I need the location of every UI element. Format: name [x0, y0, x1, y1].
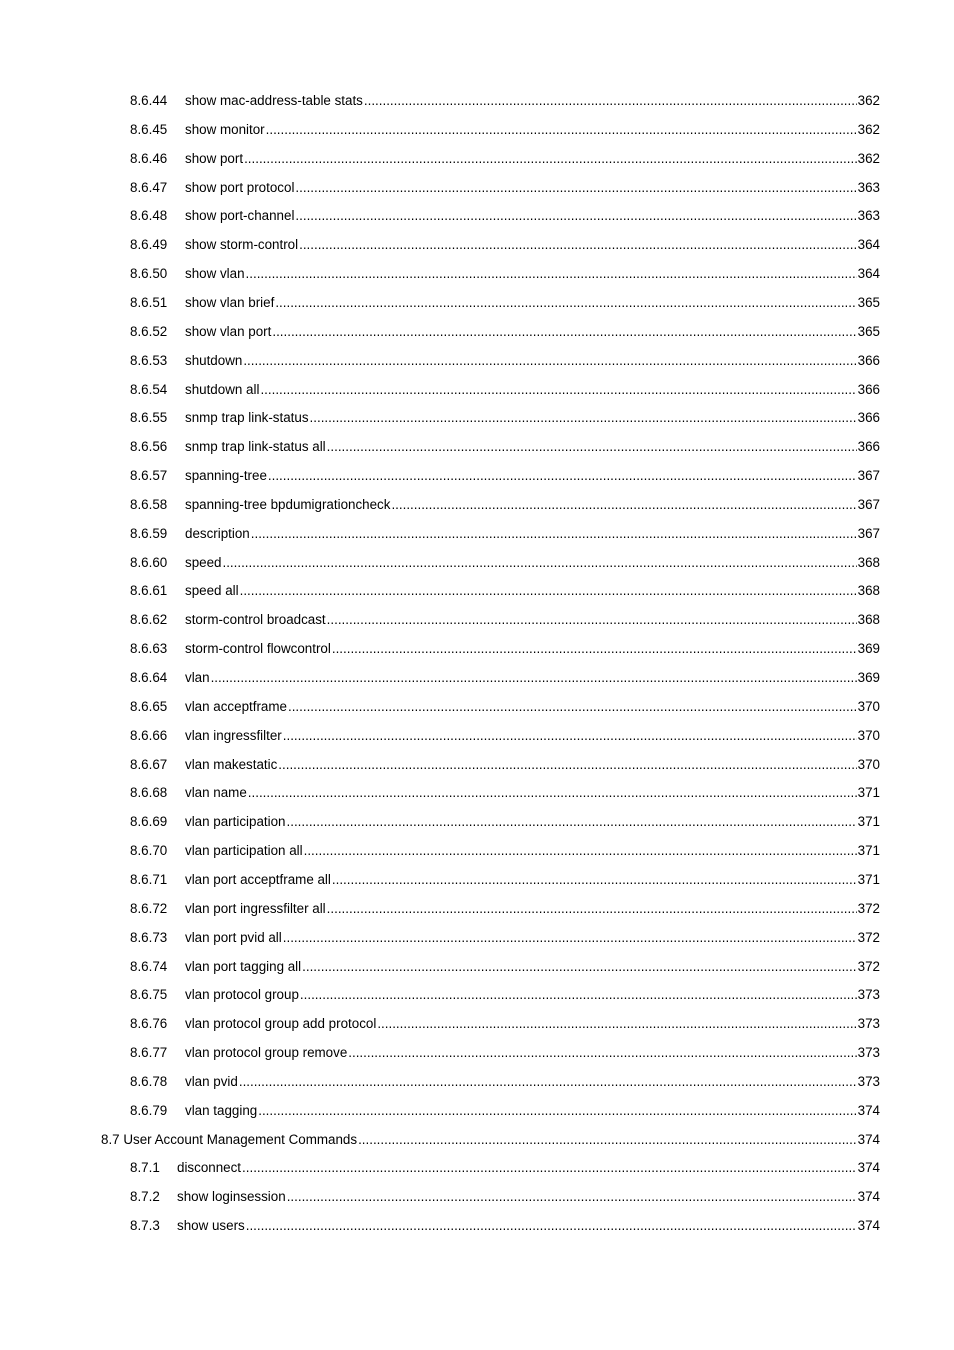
toc-dot-leader	[287, 1187, 857, 1207]
toc-entry-link[interactable]	[185, 928, 880, 948]
toc-entry-link[interactable]	[185, 553, 880, 573]
toc-entry[interactable]	[0, 149, 954, 169]
toc-page-number: 372	[857, 901, 880, 916]
toc-entry[interactable]	[0, 264, 954, 284]
toc-page-number: 372	[857, 959, 880, 974]
toc-entry-number: 8.6.62	[130, 612, 168, 627]
toc-entry-link[interactable]	[101, 1130, 880, 1150]
toc-entry[interactable]	[0, 755, 954, 775]
toc-entry-title: spanning-tree	[185, 468, 267, 483]
toc-entry[interactable]	[0, 610, 954, 630]
toc-entry-title: storm-control broadcast	[185, 612, 326, 627]
toc-page-number: 366	[857, 353, 880, 368]
toc-entry[interactable]	[0, 235, 954, 255]
toc-page-number: 367	[857, 497, 880, 512]
toc-entry[interactable]	[0, 726, 954, 746]
toc-entry[interactable]	[0, 322, 954, 342]
toc-entry-title: show port protocol	[185, 180, 295, 195]
toc-page-number: 374	[857, 1218, 880, 1233]
toc-entry-title: vlan	[185, 670, 210, 685]
toc-dot-leader	[268, 466, 857, 486]
toc-entry[interactable]	[0, 1014, 954, 1034]
toc-page-number: 372	[857, 930, 880, 945]
toc-page-number: 365	[857, 324, 880, 339]
toc-entry-title: vlan port acceptframe all	[185, 872, 331, 887]
toc-page-number: 371	[857, 843, 880, 858]
toc-entry[interactable]	[0, 581, 954, 601]
toc-entry-title: show users	[177, 1218, 245, 1233]
toc-entry-link[interactable]	[185, 322, 880, 342]
toc-entry-title: shutdown	[185, 353, 243, 368]
toc-entry-link[interactable]	[185, 149, 880, 169]
toc-dot-leader	[332, 870, 857, 890]
toc-dot-leader	[300, 985, 857, 1005]
toc-entry-title: vlan participation	[185, 814, 286, 829]
toc-page-number: 374	[857, 1132, 880, 1147]
toc-entry-number: 8.6.51	[130, 295, 168, 310]
toc-entry[interactable]	[0, 91, 954, 111]
toc-entry-number: 8.6.71	[130, 872, 168, 887]
toc-entry-number: 8.6.65	[130, 699, 168, 714]
toc-dot-leader	[251, 524, 857, 544]
toc-entry-link[interactable]	[185, 91, 880, 111]
toc-entry-link[interactable]	[185, 957, 880, 977]
toc-page-number: 367	[857, 468, 880, 483]
toc-entry-number: 8.6.47	[130, 180, 168, 195]
toc-entry-link[interactable]	[185, 697, 880, 717]
toc-entry-number: 8.6.48	[130, 208, 168, 223]
toc-entry-number: 8.6.45	[130, 122, 168, 137]
toc-page-number: 363	[857, 180, 880, 195]
toc-entry[interactable]	[0, 812, 954, 832]
toc-entry-title: vlan makestatic	[185, 757, 278, 772]
toc-dot-leader	[332, 639, 857, 659]
toc-entry[interactable]	[0, 178, 954, 198]
toc-page-number: 374	[857, 1160, 880, 1175]
toc-dot-leader	[299, 235, 857, 255]
toc-entry-title: speed	[185, 555, 222, 570]
toc-entry[interactable]	[0, 495, 954, 515]
toc-entry-link[interactable]	[177, 1187, 880, 1207]
toc-page-number: 366	[857, 382, 880, 397]
toc-entry-title: vlan pvid	[185, 1074, 238, 1089]
toc-entry-number: 8.6.53	[130, 353, 168, 368]
toc-entry-number: 8.6.67	[130, 757, 168, 772]
toc-entry-link[interactable]	[185, 985, 880, 1005]
toc-entry-title: show storm-control	[185, 237, 299, 252]
toc-entry[interactable]	[0, 668, 954, 688]
toc-page-number: 373	[857, 1045, 880, 1060]
toc-entry-title: shutdown all	[185, 382, 260, 397]
toc-entry-link[interactable]	[185, 264, 880, 284]
toc-page-number: 374	[857, 1189, 880, 1204]
toc-entry-title: show port	[185, 151, 244, 166]
toc-entry-title: snmp trap link-status	[185, 410, 309, 425]
toc-entry-link[interactable]	[185, 1101, 880, 1121]
toc-dot-leader	[242, 1158, 857, 1178]
toc-dot-leader	[211, 668, 857, 688]
toc-entry-link[interactable]	[185, 1014, 880, 1034]
toc-entry[interactable]	[0, 524, 954, 544]
toc-entry-title: vlan participation all	[185, 843, 303, 858]
toc-entry[interactable]	[0, 1101, 954, 1121]
toc-entry[interactable]	[0, 206, 954, 226]
toc-dot-leader	[304, 841, 857, 861]
toc-page-number: 366	[857, 439, 880, 454]
toc-entry-number: 8.6.54	[130, 382, 168, 397]
toc-dot-leader	[287, 812, 857, 832]
toc-entry-title: vlan name	[185, 785, 247, 800]
toc-entry-title: show monitor	[185, 122, 265, 137]
toc-entry[interactable]	[0, 1187, 954, 1207]
toc-entry-link[interactable]	[185, 437, 880, 457]
toc-entry-link[interactable]	[185, 293, 880, 313]
toc-entry-title: snmp trap link-status all	[185, 439, 326, 454]
toc-dot-leader	[248, 783, 857, 803]
toc-entry-title: show vlan port	[185, 324, 272, 339]
toc-dot-leader	[244, 149, 857, 169]
toc-entry[interactable]	[0, 639, 954, 659]
toc-entry-title: vlan acceptframe	[185, 699, 287, 714]
toc-entry-link[interactable]	[185, 841, 880, 861]
toc-entry-link[interactable]	[185, 495, 880, 515]
toc-entry-title: User Account Management Commands	[123, 1132, 358, 1147]
toc-entry-title: vlan tagging	[185, 1103, 258, 1118]
toc-entry-link[interactable]	[185, 812, 880, 832]
toc-entry-number: 8.6.66	[130, 728, 168, 743]
toc-entry-number: 8.6.73	[130, 930, 168, 945]
toc-entry-title: vlan protocol group add protocol	[185, 1016, 377, 1031]
toc-entry-title: show port-channel	[185, 208, 295, 223]
toc-entry-title: show loginsession	[177, 1189, 286, 1204]
toc-entry-number: 8.7.1	[130, 1160, 160, 1175]
toc-entry-title: show mac-address-table stats	[185, 93, 363, 108]
toc-dot-leader	[327, 437, 857, 457]
toc-entry-number: 8.6.79	[130, 1103, 168, 1118]
toc-entry-link[interactable]	[185, 206, 880, 226]
toc-entry-number: 8.6.77	[130, 1045, 168, 1060]
toc-page-number: 368	[857, 583, 880, 598]
toc-entry-link[interactable]	[185, 581, 880, 601]
toc-entry-number: 8.6.75	[130, 987, 168, 1002]
toc-section-number: 8.7	[101, 1132, 120, 1147]
toc-entry-title: show vlan	[185, 266, 245, 281]
toc-entry[interactable]	[0, 957, 954, 977]
toc-entry-title: disconnect	[177, 1160, 242, 1175]
toc-page-number: 373	[857, 1074, 880, 1089]
toc-dot-leader	[258, 1101, 856, 1121]
toc-entry[interactable]	[0, 697, 954, 717]
toc-entry-link[interactable]	[177, 1158, 880, 1178]
toc-entry-number: 8.6.55	[130, 410, 168, 425]
toc-page-number: 362	[857, 151, 880, 166]
toc-dot-leader	[327, 899, 857, 919]
toc-entry-link[interactable]	[185, 639, 880, 659]
toc-page-number: 370	[857, 757, 880, 772]
toc-entry-title: vlan ingressfilter	[185, 728, 282, 743]
toc-entry-number: 8.6.56	[130, 439, 168, 454]
toc-dot-leader	[222, 553, 856, 573]
toc-entry[interactable]	[0, 870, 954, 890]
toc-dot-leader	[272, 322, 856, 342]
toc-entry[interactable]	[0, 928, 954, 948]
toc-dot-leader	[348, 1043, 856, 1063]
toc-dot-leader	[240, 581, 857, 601]
toc-entry-number: 8.6.78	[130, 1074, 168, 1089]
toc-entry-number: 8.6.63	[130, 641, 168, 656]
toc-entry[interactable]	[0, 437, 954, 457]
toc-entry-link[interactable]	[185, 783, 880, 803]
toc-entry[interactable]	[0, 293, 954, 313]
toc-entry-link[interactable]	[185, 755, 880, 775]
toc-entry-number: 8.7.2	[130, 1189, 160, 1204]
toc-entry-link[interactable]	[185, 1072, 880, 1092]
toc-page-number: 367	[857, 526, 880, 541]
toc-page-number: 366	[857, 410, 880, 425]
toc-page-number: 362	[857, 122, 880, 137]
toc-page-number: 371	[857, 872, 880, 887]
toc-entry-link[interactable]	[185, 466, 880, 486]
toc-entry-number: 8.6.76	[130, 1016, 168, 1031]
toc-page-number: 369	[857, 641, 880, 656]
toc-dot-leader	[377, 1014, 856, 1034]
toc-entry[interactable]	[0, 1072, 954, 1092]
toc-dot-leader	[275, 293, 856, 313]
toc-entry-link[interactable]	[185, 870, 880, 890]
toc-entry-number: 8.6.52	[130, 324, 168, 339]
toc-dot-leader	[260, 380, 856, 400]
toc-page-number: 363	[857, 208, 880, 223]
toc-page-number: 364	[857, 266, 880, 281]
toc-entry-number: 8.6.74	[130, 959, 168, 974]
toc-entry-link[interactable]	[185, 726, 880, 746]
toc-entry-number: 8.6.61	[130, 583, 168, 598]
toc-dot-leader	[302, 957, 857, 977]
toc-entry[interactable]	[0, 120, 954, 140]
toc-entry[interactable]	[0, 553, 954, 573]
toc-page-number: 368	[857, 612, 880, 627]
toc-dot-leader	[283, 928, 857, 948]
toc-entry-number: 8.6.49	[130, 237, 168, 252]
toc-entry-link[interactable]	[177, 1216, 880, 1236]
toc-entry-number: 8.6.44	[130, 93, 168, 108]
toc-page-number: 365	[857, 295, 880, 310]
toc-entry[interactable]	[0, 841, 954, 861]
toc-entry-number: 8.6.72	[130, 901, 168, 916]
toc-entry[interactable]	[0, 466, 954, 486]
toc-entry-number: 8.6.70	[130, 843, 168, 858]
toc-dot-leader	[243, 351, 856, 371]
toc-entry-link[interactable]	[185, 610, 880, 630]
toc-section-heading	[101, 1130, 358, 1150]
toc-page-number: 371	[857, 814, 880, 829]
toc-entry-number: 8.6.58	[130, 497, 168, 512]
toc-entry-number: 8.6.57	[130, 468, 168, 483]
toc-page-number: 362	[857, 93, 880, 108]
toc-entry-link[interactable]	[185, 235, 880, 255]
toc-page-number: 368	[857, 555, 880, 570]
toc-entry[interactable]	[0, 985, 954, 1005]
toc-entry-title: description	[185, 526, 250, 541]
toc-dot-leader	[239, 1072, 857, 1092]
toc-entry-number: 8.6.59	[130, 526, 168, 541]
toc-entry-title: vlan port tagging all	[185, 959, 302, 974]
toc-entry-title: storm-control flowcontrol	[185, 641, 331, 656]
toc-entry-title: vlan protocol group	[185, 987, 299, 1002]
toc-entry-title: vlan port pvid all	[185, 930, 282, 945]
toc-entry-title: spanning-tree bpdumigrationcheck	[185, 497, 391, 512]
toc-entry-number: 8.6.69	[130, 814, 168, 829]
toc-entry-link[interactable]	[185, 120, 880, 140]
toc-dot-leader	[278, 755, 856, 775]
toc-dot-leader	[310, 408, 857, 428]
toc-dot-leader	[391, 495, 856, 515]
toc-entry-link[interactable]	[185, 408, 880, 428]
toc-entry[interactable]	[0, 1130, 954, 1150]
toc-entry-link[interactable]	[185, 1043, 880, 1063]
toc-entry-link[interactable]	[185, 899, 880, 919]
toc-dot-leader	[246, 1216, 857, 1236]
toc-entry[interactable]	[0, 783, 954, 803]
toc-dot-leader	[364, 91, 857, 111]
toc-entry-number: 8.6.64	[130, 670, 168, 685]
toc-page-number: 370	[857, 728, 880, 743]
toc-entry-number: 8.6.68	[130, 785, 168, 800]
toc-page-number: 373	[857, 987, 880, 1002]
toc-dot-leader	[266, 120, 857, 140]
toc-entry[interactable]	[0, 899, 954, 919]
toc-page-number: 364	[857, 237, 880, 252]
toc-dot-leader	[246, 264, 857, 284]
toc-entry-number: 8.6.46	[130, 151, 168, 166]
toc-page-number: 371	[857, 785, 880, 800]
toc-dot-leader	[295, 178, 856, 198]
toc-entry-number: 8.6.60	[130, 555, 168, 570]
toc-entry[interactable]	[0, 380, 954, 400]
toc-dot-leader	[288, 697, 857, 717]
toc-dot-leader	[327, 610, 857, 630]
toc-page-number: 370	[857, 699, 880, 714]
toc-entry-link[interactable]	[185, 351, 880, 371]
toc-dot-leader	[295, 206, 856, 226]
toc-entry-number: 8.6.50	[130, 266, 168, 281]
toc-entry-title: show vlan brief	[185, 295, 275, 310]
toc-entry-title: vlan port ingressfilter all	[185, 901, 326, 916]
toc-entry-link[interactable]	[185, 668, 880, 688]
toc-entry[interactable]	[0, 1216, 954, 1236]
toc-entry-link[interactable]	[185, 380, 880, 400]
toc-entry-link[interactable]	[185, 178, 880, 198]
toc-entry-title: vlan protocol group remove	[185, 1045, 348, 1060]
toc-page-number: 369	[857, 670, 880, 685]
toc-dot-leader	[358, 1130, 857, 1150]
toc-page-number: 373	[857, 1016, 880, 1031]
toc-entry[interactable]	[0, 408, 954, 428]
toc-entry-number: 8.7.3	[130, 1218, 160, 1233]
toc-entry[interactable]	[0, 1043, 954, 1063]
toc-entry[interactable]	[0, 1158, 954, 1178]
toc-dot-leader	[283, 726, 857, 746]
toc-entry-link[interactable]	[185, 524, 880, 544]
toc-page-number: 374	[857, 1103, 880, 1118]
toc-entry[interactable]	[0, 351, 954, 371]
toc-entry-title: speed all	[185, 583, 239, 598]
